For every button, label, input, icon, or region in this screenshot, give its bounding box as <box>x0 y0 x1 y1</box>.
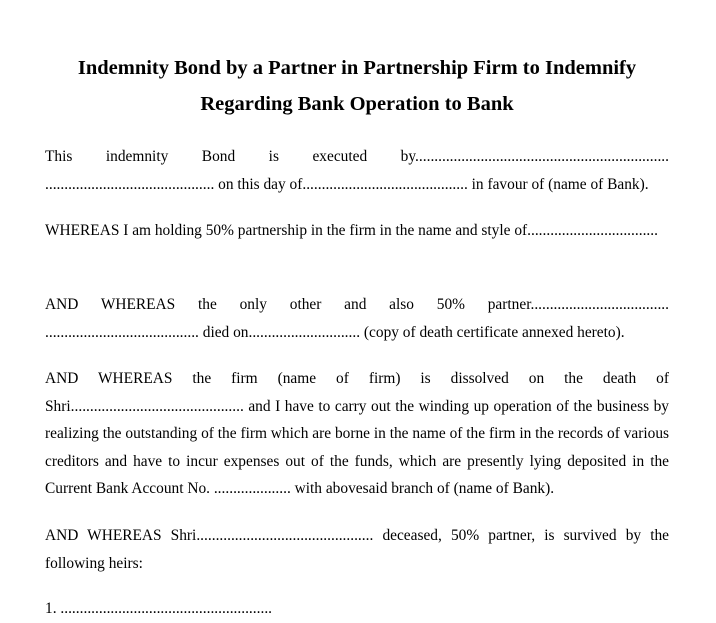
paragraph-heirs: AND WHEREAS Shri.............................................. deceased, 50% partner, is survived by the following heirs: <box>45 527 669 572</box>
document-title-line-1: Indemnity Bond by a Partner in Partnership Firm to Indemnify <box>77 57 637 79</box>
paragraph-firm-dissolution: AND WHEREAS the firm (name of firm) is dissolved on the death of Shri............................................. and I have to carry out the winding up operation of the business by realizing the outstanding of the firm which are borne in the name of the firm in the records of various creditors and have to incur expenses out of the funds, which are presently lying deposited in the Current Bank Account No. .................... with abovesaid branch of (name of Bank). <box>45 370 669 497</box>
paragraph-partnership-holding: WHEREAS I am holding 50% partnership in the firm in the name and style of.................................. <box>45 222 658 239</box>
paragraph-execution: This indemnity Bond is executed by.................................................................. ............................................ on this day of........................................... in favour of (name of Bank). <box>45 148 669 193</box>
heir-list-item: 1. ....................................................... <box>45 600 273 617</box>
document-title-line-2: Regarding Bank Operation to Bank <box>200 93 514 115</box>
paragraph-partner-death: AND WHEREAS the only other and also 50% partner.................................... ........................................ died on............................. (copy of death certificate annexed hereto). <box>45 296 669 341</box>
